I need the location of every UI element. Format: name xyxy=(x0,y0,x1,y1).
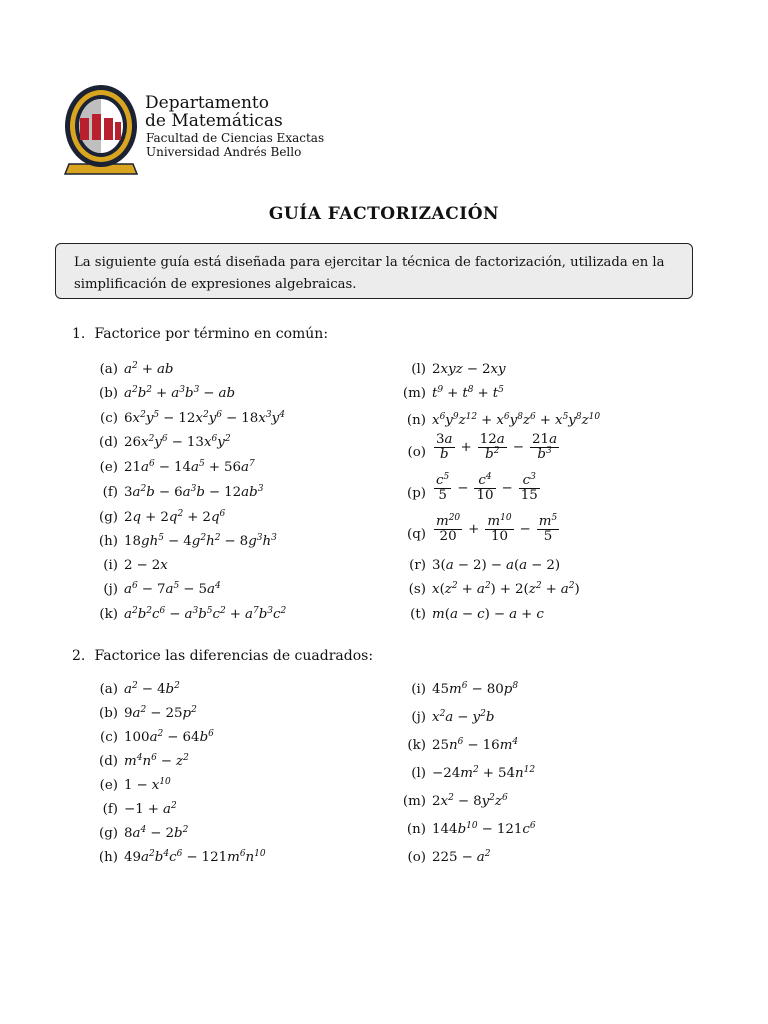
item-label: (j) xyxy=(411,710,426,725)
item-label: (l) xyxy=(411,362,426,377)
item-label: (b) xyxy=(98,386,118,401)
item-label: (m) xyxy=(402,386,426,401)
section-1-heading xyxy=(72,326,328,342)
item-label: (i) xyxy=(411,682,426,697)
department-name xyxy=(145,94,283,130)
item-label: (o) xyxy=(407,445,426,460)
item-label: (q) xyxy=(406,527,426,542)
item-label: (g) xyxy=(98,826,118,841)
university-name: Universidad Andrés Bello xyxy=(146,145,302,159)
item-label: (d) xyxy=(98,754,118,769)
item-label: (f) xyxy=(102,485,118,500)
item-label: (c) xyxy=(100,411,118,426)
section-2-number: 2. xyxy=(72,648,86,664)
item-label: (t) xyxy=(410,607,426,622)
item-label: (d) xyxy=(98,435,118,450)
institution-info xyxy=(146,131,324,159)
section-1-title: Factorice por término en común: xyxy=(94,326,329,342)
item-label: (a) xyxy=(99,682,118,697)
item-label: (a) xyxy=(99,362,118,377)
item-label: (j) xyxy=(103,582,118,597)
intro-box: La siguiente guía está diseñada para ejercitar la técnica de factorización, utilizada en la simplificación de expresiones algebraicas. xyxy=(55,243,693,299)
university-logo xyxy=(63,84,139,176)
section-2-title: Factorice las diferencias de cuadrados: xyxy=(94,648,374,664)
item-label: (s) xyxy=(408,582,426,597)
item-label: (o) xyxy=(407,850,426,865)
item-label: (m) xyxy=(402,794,426,809)
item-label: (l) xyxy=(411,766,426,781)
department-line-2: de Matemáticas xyxy=(145,111,283,131)
item-label: (g) xyxy=(98,510,118,525)
faculty-name: Facultad de Ciencias Exactas xyxy=(146,131,325,145)
item-label: (n) xyxy=(406,413,426,428)
item-label: (e) xyxy=(99,778,118,793)
item-label: (f) xyxy=(102,802,118,817)
item-label: (h) xyxy=(98,534,118,549)
item-label: (k) xyxy=(99,607,118,622)
item-label: (n) xyxy=(406,822,426,837)
item-label: (c) xyxy=(100,730,118,745)
section-2-heading xyxy=(72,648,373,664)
item-label: (b) xyxy=(98,706,118,721)
item-label: (i) xyxy=(103,558,118,573)
item-label: (p) xyxy=(406,486,426,501)
item-label: (e) xyxy=(99,460,118,475)
item-label: (k) xyxy=(407,738,426,753)
item-label: (h) xyxy=(98,850,118,865)
item-label: (r) xyxy=(409,558,426,573)
page-title: GUÍA FACTORIZACIÓN xyxy=(268,204,500,224)
section-1-number: 1. xyxy=(72,326,86,342)
department-line-1: Departamento xyxy=(145,93,269,113)
